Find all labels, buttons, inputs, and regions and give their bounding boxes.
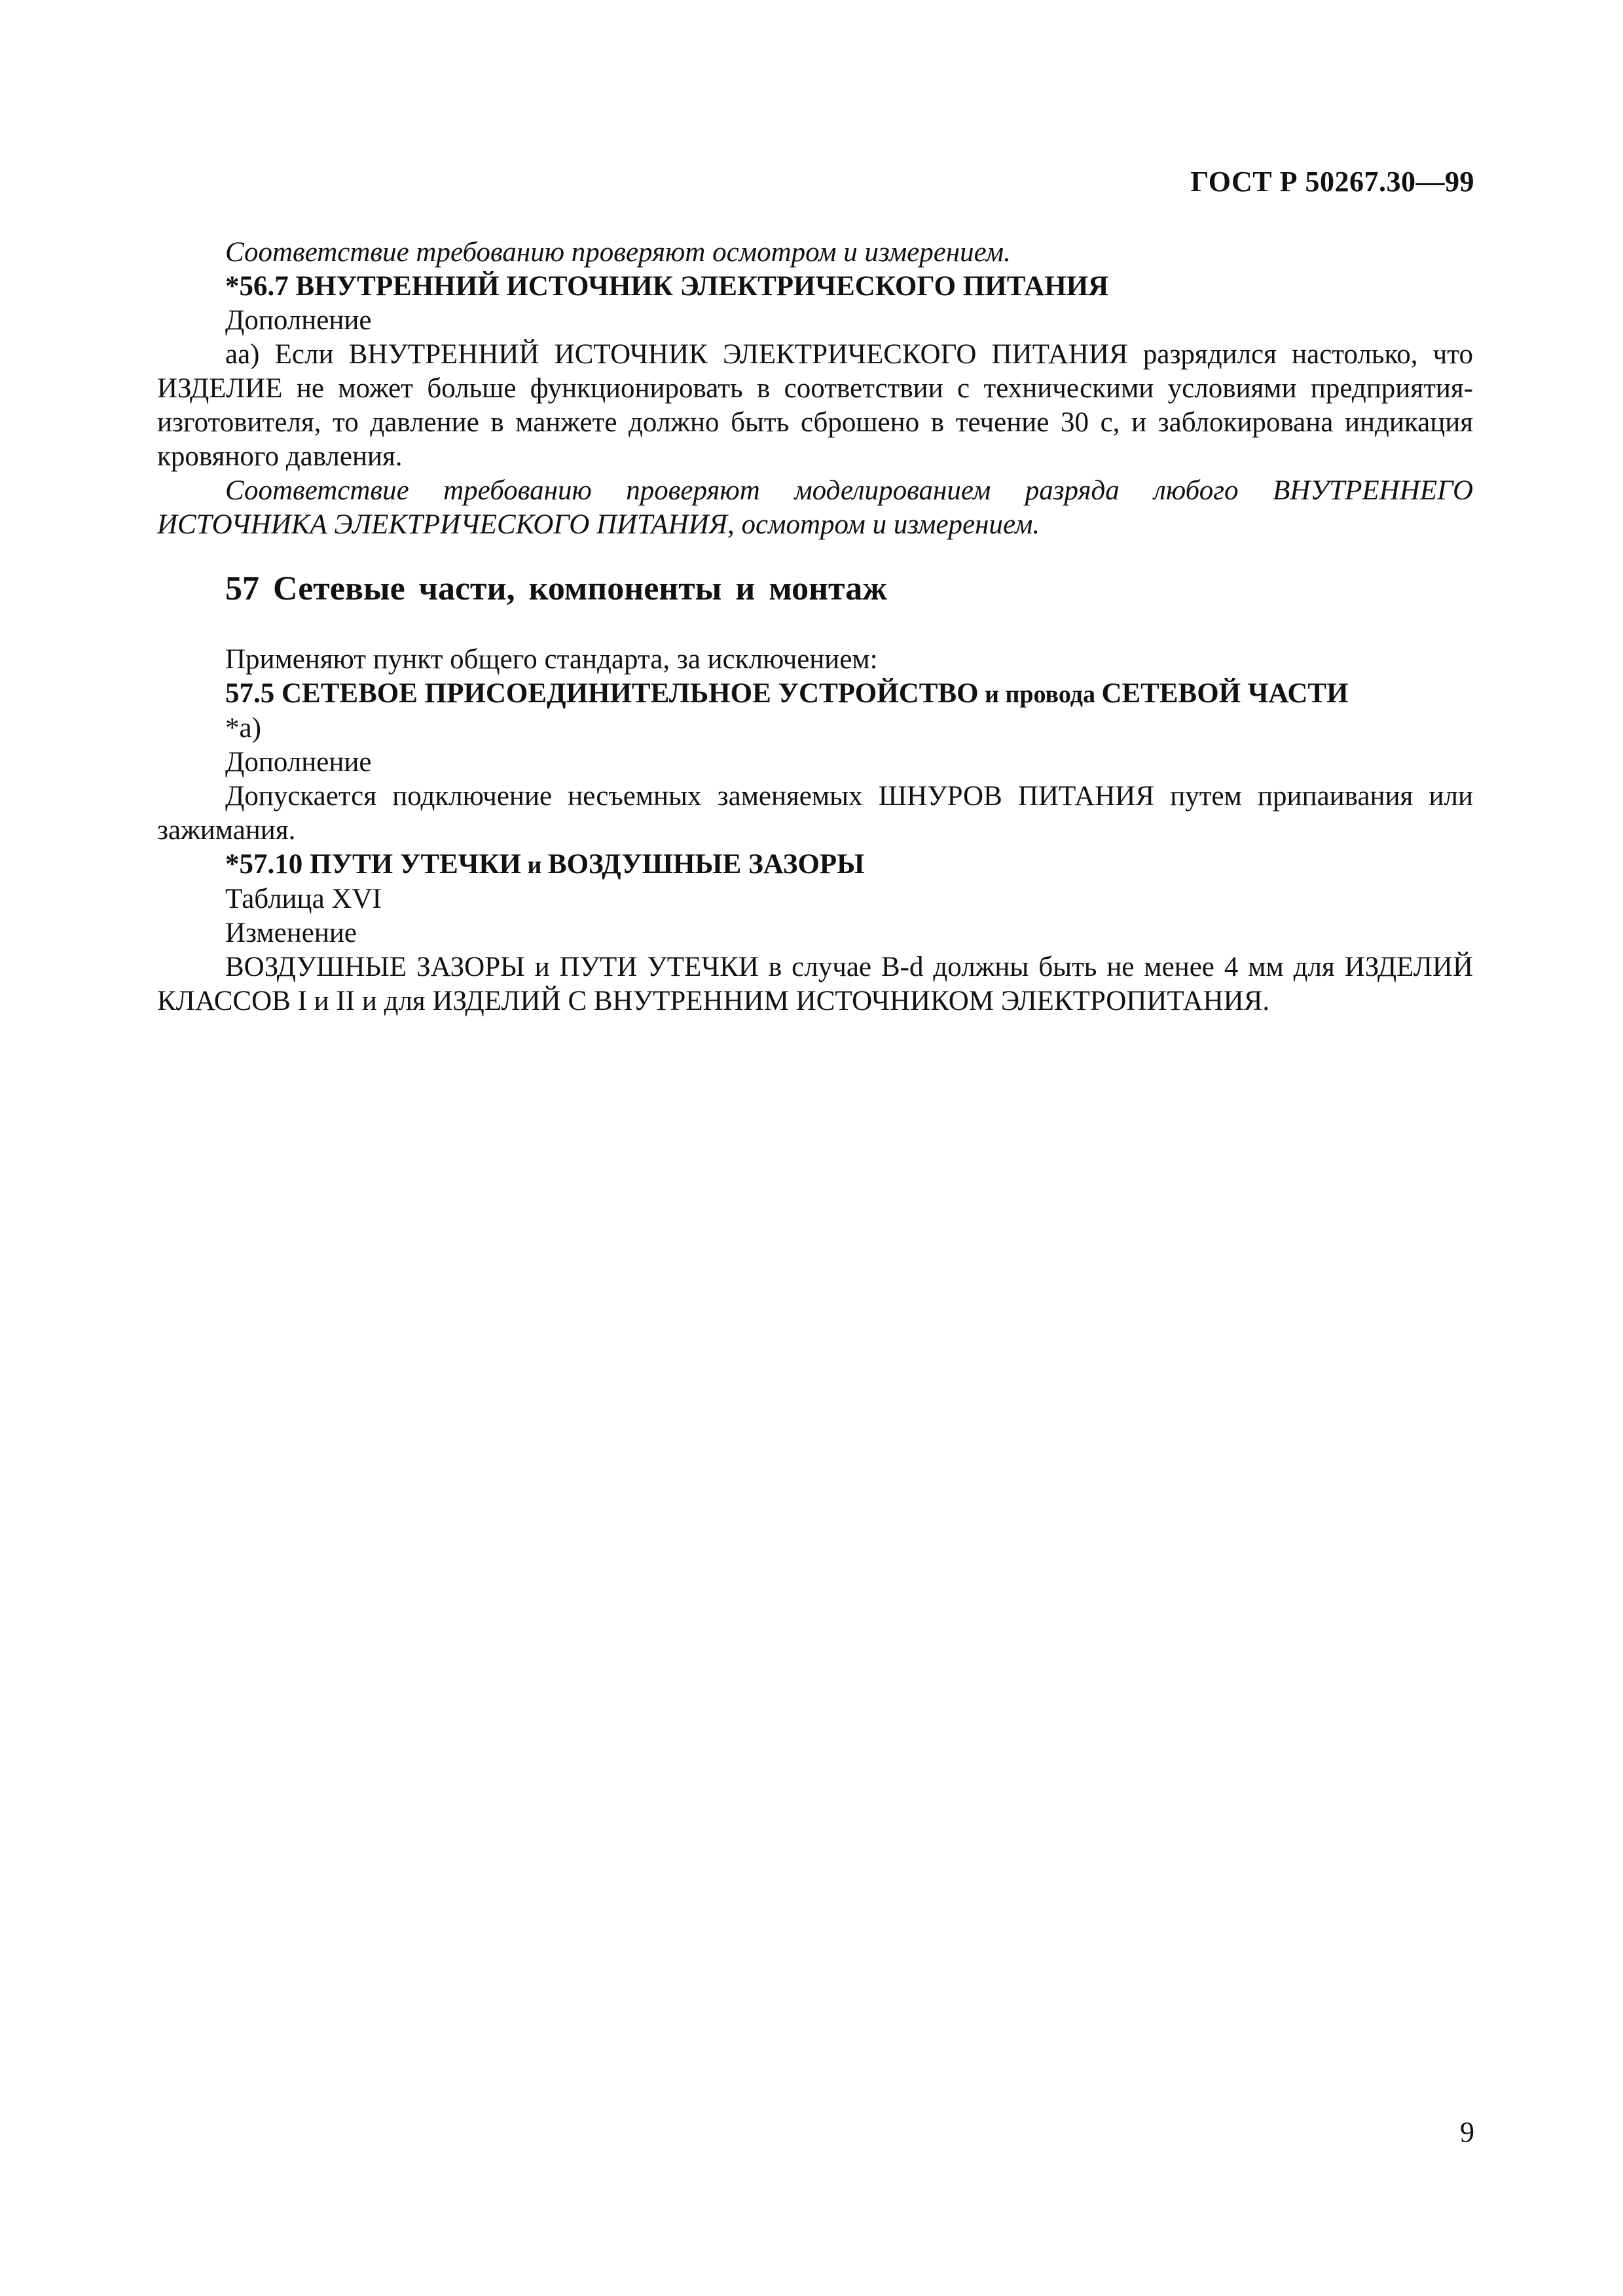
clause-heading-57-5-part2: и провода (978, 681, 1102, 708)
addition-label-56-7: Дополнение (225, 305, 372, 336)
section-57-intro: Применяют пункт общего стандарта, за исключением: (225, 644, 878, 675)
clause-heading-57-10-part1: *57.10 ПУТИ УТЕЧКИ (225, 849, 521, 880)
clause-heading-57-10 (157, 848, 1473, 882)
table-label-xvi: Таблица XVI (225, 884, 382, 914)
clause-heading-57-5 (157, 677, 1473, 711)
clause-heading-56-7: *56.7 ВНУТРЕННИЙ ИСТОЧНИК ЭЛЕКТРИЧЕСКОГО ПИТАНИЯ (225, 271, 1109, 302)
paragraph-aa: аа) Если ВНУТРЕННИЙ ИСТОЧНИК ЭЛЕКТРИЧЕСКОГО ПИТАНИЯ разрядился настолько, что ИЗДЕЛИЕ не может больше функционировать в соответствии с техническими условиями предприятия-изготовителя, то давление в манжете должно быть сброшено в течение 30 с, и заблокирована индикация кровяного давления. (157, 339, 1473, 472)
compliance-note-56-6: Соответствие требованию проверяют осмотром и измерением. (225, 237, 1011, 268)
page-body (157, 236, 1473, 1018)
clause-heading-57-5-part3: СЕТЕВОЙ ЧАСТИ (1101, 678, 1349, 709)
addition-label-57-5: Дополнение (225, 747, 372, 778)
clause-heading-57-5-part1: 57.5 СЕТЕВОЕ ПРИСОЕДИНИТЕЛЬНОЕ УСТРОЙСТВО (225, 678, 979, 709)
clause-heading-57-10-part2: и (520, 852, 548, 879)
section-title-57: 57 Сетевые части, компоненты и монтаж (225, 570, 887, 607)
page-number: 9 (1460, 2116, 1474, 2148)
clause-heading-57-10-part3: ВОЗДУШНЫЕ ЗАЗОРЫ (547, 849, 865, 880)
change-label-57-10: Изменение (225, 918, 357, 948)
paragraph-change-57-10: ВОЗДУШНЫЕ ЗАЗОРЫ и ПУТИ УТЕЧКИ в случае B-d должны быть не менее 4 мм для ИЗДЕЛИЙ КЛАССОВ I и II и для ИЗДЕЛИЙ С ВНУТРЕННИМ ИСТОЧНИКОМ ЭЛЕКТРОПИТАНИЯ. (157, 952, 1473, 1016)
paragraph-addition-57-5: Допускается подключение несъемных заменяемых ШНУРОВ ПИТАНИЯ путем припаивания или зажимания. (157, 781, 1473, 846)
document-id-header: ГОСТ Р 50267.30—99 (1190, 166, 1474, 198)
item-a-label: *а) (225, 713, 261, 744)
compliance-note-aa: Соответствие требованию проверяют моделированием разряда любого ВНУТРЕННЕГО ИСТОЧНИКА ЭЛЕКТРИЧЕСКОГО ПИТАНИЯ, осмотром и измерением. (157, 475, 1473, 540)
